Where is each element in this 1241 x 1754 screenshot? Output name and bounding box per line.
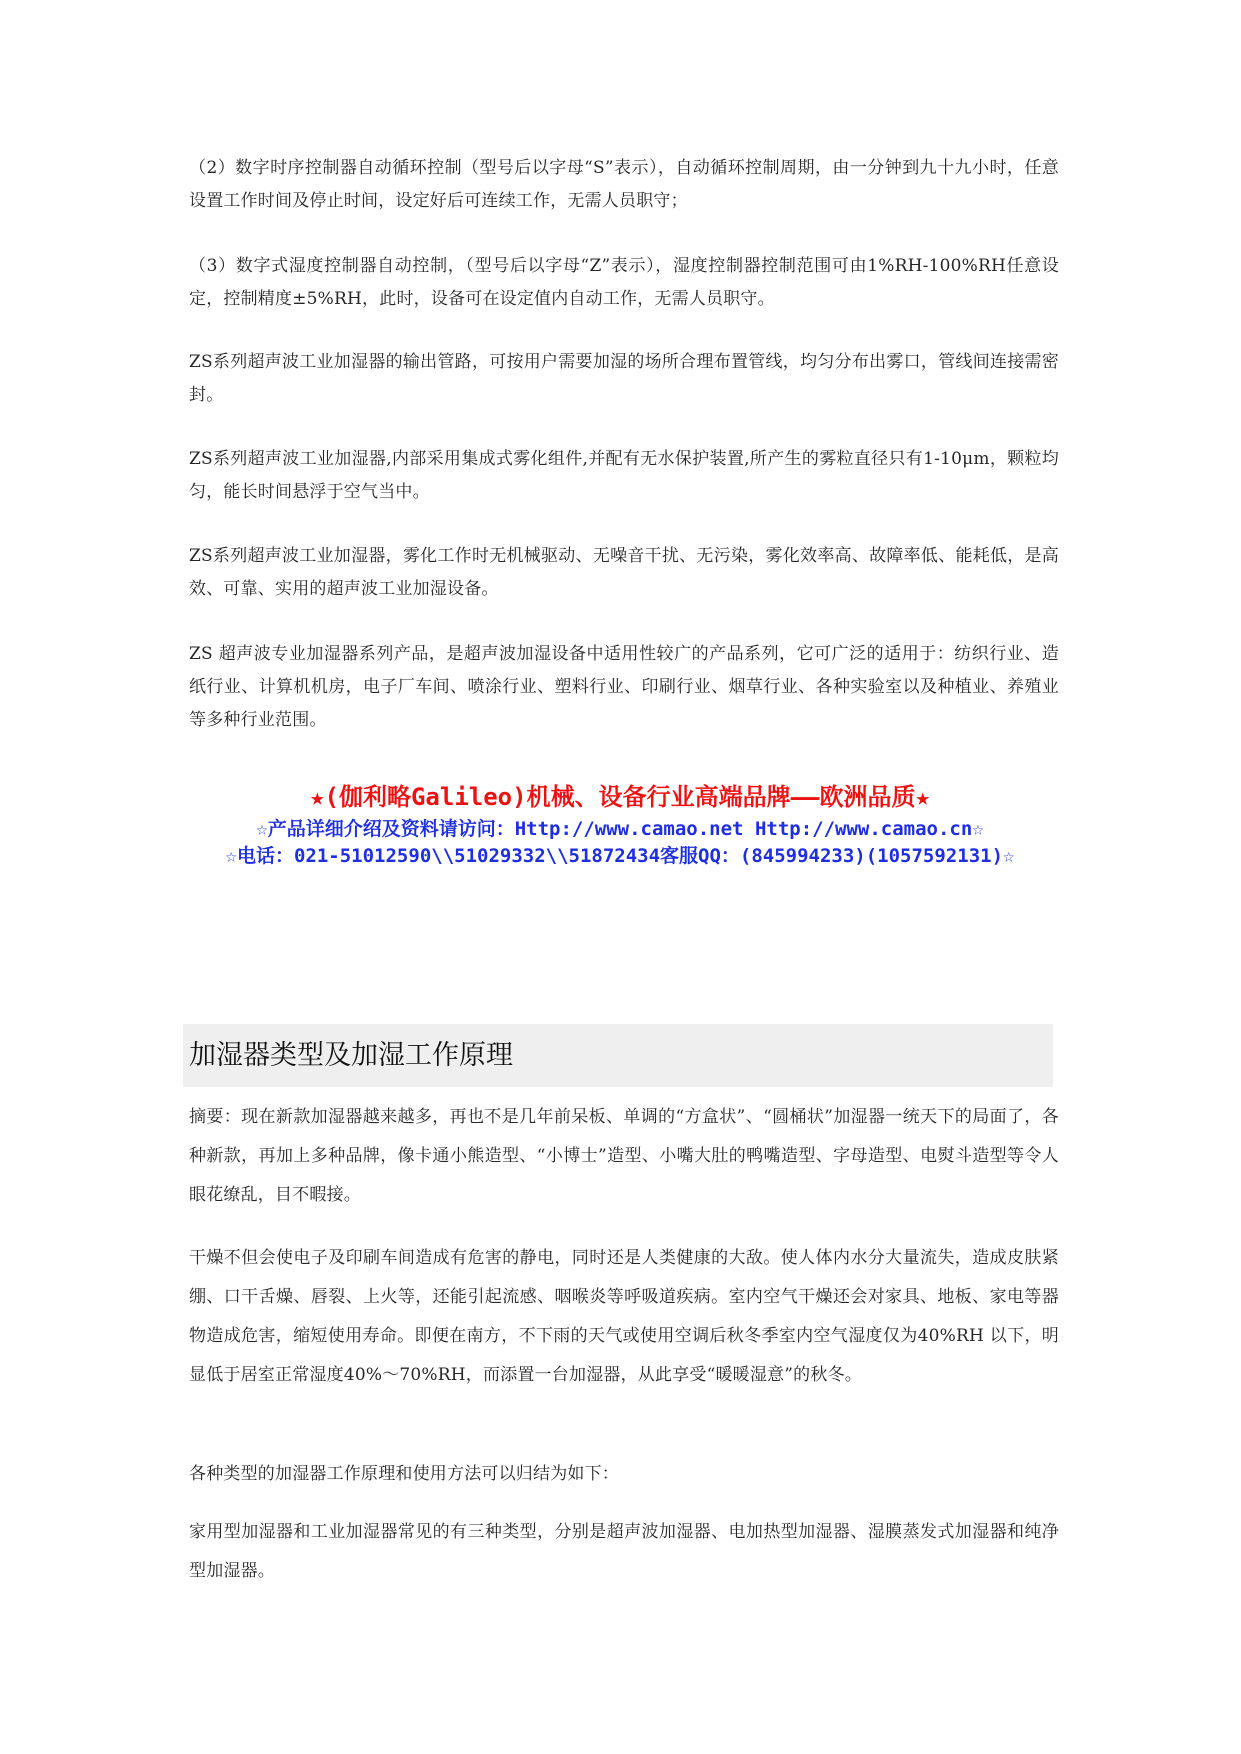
paragraph-dryness-harm: 干燥不但会使电子及印刷车间造成有危害的静电，同时还是人类健康的大敌。使人体内水分大量流失，造成皮肤紧绷、口干舌燥、唇裂、上火等，还能引起流感、咽喉炎等呼吸道疾病。室内空气干燥还会对家具、地板、家电等器物造成危害，缩短使用寿命。即便在南方，不下雨的天气或使用空调后秋冬季室内空气湿度仅为40%RH 以下，明显低于居室正常湿度40%～70%RH，而添置一台加湿器，从此享受“暖暖湿意”的秋冬。	[189, 1248, 1059, 1385]
paragraph-humidity-control: （3）数字式湿度控制器自动控制，（型号后以字母“Z”表示），湿度控制器控制范围可由1%RH-100%RH任意设定，控制精度±5%RH，此时，设备可在设定值内自动工作，无需人员职守。	[189, 256, 1059, 309]
paragraph-efficiency: ZS系列超声波工业加湿器，雾化工作时无机械驱动、无噪音干扰、无污染，雾化效率高、故障率低、能耗低，是高效、可靠、实用的超声波工业加湿设备。	[189, 546, 1059, 599]
banner-contact-line: ☆电话：021-51012590\\51029332\\51872434客服QQ：(845994233)(1057592131)☆	[225, 845, 1015, 867]
paragraph-atomization: ZS系列超声波工业加湿器,内部采用集成式雾化组件,并配有无水保护装置,所产生的雾粒直径只有1-10μm，颗粒均匀，能长时间悬浮于空气当中。	[189, 449, 1059, 502]
banner-brand-line: ★(伽利略Galileo)机械、设备行业高端品牌——欧洲品质★	[310, 783, 930, 811]
paragraph-applications: ZS 超声波专业加湿器系列产品，是超声波加湿设备中适用性较广的产品系列，它可广泛的适用于：纺织行业、造纸行业、计算机机房，电子厂车间、喷涂行业、塑料行业、印刷行业、烟草行业、各种实验室以及种植业、养殖业等多种行业范围。	[189, 644, 1059, 730]
paragraph-humidifier-types: 家用型加湿器和工业加湿器常见的有三种类型，分别是超声波加湿器、电加热型加湿器、湿膜蒸发式加湿器和纯净型加湿器。	[189, 1522, 1059, 1581]
paragraph-timer-control: （2）数字时序控制器自动循环控制（型号后以字母“S”表示），自动循环控制周期，由一分钟到九十九小时，任意设置工作时间及停止时间，设定好后可连续工作，无需人员职守；	[189, 158, 1059, 211]
section-heading: 加湿器类型及加湿工作原理	[183, 1024, 1053, 1087]
paragraph-summary-intro: 各种类型的加湿器工作原理和使用方法可以归结为如下：	[189, 1464, 619, 1484]
banner-website-line: ☆产品详细介绍及资料请访问：Http://www.camao.net Http://www.camao.cn☆	[256, 818, 984, 840]
paragraph-abstract: 摘要：现在新款加湿器越来越多，再也不是几年前呆板、单调的“方盒状”、“圆桶状”加湿器一统天下的局面了，各种新款，再加上多种品牌，像卡通小熊造型、“小博士”造型、小嘴大肚的鸭嘴造型、字母造型、电熨斗造型等令人眼花缭乱，目不暇接。	[189, 1107, 1059, 1205]
paragraph-output-piping: ZS系列超声波工业加湿器的输出管路，可按用户需要加湿的场所合理布置管线，均匀分布出雾口，管线间连接需密封。	[189, 352, 1059, 405]
